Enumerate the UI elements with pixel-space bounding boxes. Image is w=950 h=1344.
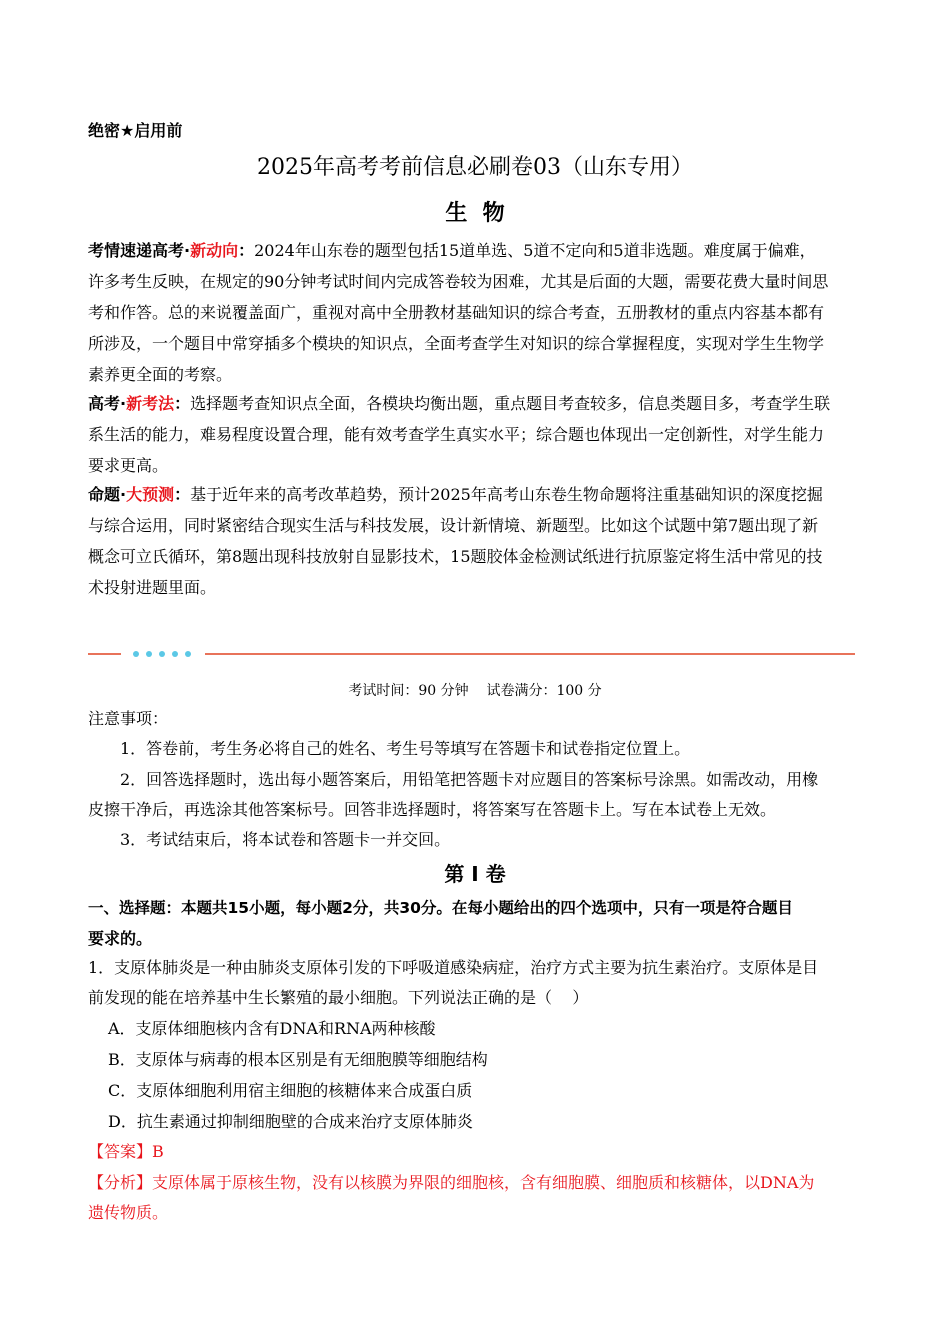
divider-line-left [88,653,121,655]
divider-dot [159,651,165,657]
section-heading-line2: 要求的。 [88,929,153,948]
divider-line-right [205,653,855,655]
intro-p2-line3: 要求更高。 [88,456,169,475]
intro-p2-line2: 系生活的能力，难易程度设置合理，能有效考查学生真实水平；综合题也体现出一定创新性，对学生能力 [88,425,825,444]
intro-p3-label: 命题· [88,485,127,504]
paper-title: 2025年高考考前信息必刷卷03（山东专用） [257,155,693,180]
intro-p1-label: 考情速递高考· [88,241,191,260]
intro-p1-line1: 考情速递高考·新动向：2024年山东卷的题型包括15道单选、5道不定向和5道非选题。难度属于偏难， [88,241,816,260]
exam-info: 考试时间：90 分钟 试卷满分：100 分 [348,683,602,699]
divider-dot [146,651,152,657]
intro-p3-label-highlight: 大预测 [126,485,175,504]
intro-p1-line4: 所涉及，一个题目中常穿插多个模块的知识点，全面考查学生对知识的综合掌握程度，实现对学生生物学 [88,334,825,353]
divider-dot [172,651,178,657]
question-1-analysis-line1: 【分析】支原体属于原核生物，没有以核膜为界限的细胞核，含有细胞膜、细胞质和核糖体，以DNA为 [88,1173,815,1192]
question-1-analysis-line2: 遗传物质。 [88,1203,169,1222]
question-1-stem-line2: 前发现的能在培养基中生长繁殖的最小细胞。下列说法正确的是（ ） [88,988,589,1007]
divider-dot [185,651,191,657]
section-title: 第 I 卷 [444,862,506,886]
notice-item-2-line1: 2．回答选择题时，选出每小题答案后，用铅笔把答题卡对应题目的答案标号涂黑。如需改动，用橡 [120,770,819,789]
intro-p2-label: 高考· [88,394,127,413]
notice-item-3: 3．考试结束后，将本试卷和答题卡一并交回。 [120,830,451,849]
question-1-option-c: C．支原体细胞利用宿主细胞的核糖体来合成蛋白质 [108,1081,473,1100]
intro-p1-line2: 许多考生反映，在规定的90分钟考试时间内完成答卷较为困难，尤其是后面的大题，需要花费大量时间思 [88,272,829,291]
notice-item-1: 1．答卷前，考生务必将自己的姓名、考生号等填写在答题卡和试卷指定位置上。 [120,739,691,758]
subject-title: 生 物 [445,201,505,226]
intro-p1-line3: 考和作答。总的来说覆盖面广，重视对高中全册教材基础知识的综合考查，五册教材的重点内容基本都有 [88,303,825,322]
divider-dot [133,651,139,657]
section-heading-line1: 一、选择题：本题共15小题，每小题2分，共30分。在每小题给出的四个选项中，只有一项是符合题目 [88,899,793,917]
notice-title: 注意事项： [88,709,169,728]
question-1-option-a: A．支原体细胞核内含有DNA和RNA两种核酸 [108,1019,436,1038]
intro-p1-label-highlight: 新动向 [190,241,239,260]
intro-p3-line3: 概念可立氏循环，第8题出现科技放射自显影技术，15题胶体金检测试纸进行抗原鉴定将生活中常见的技 [88,547,823,566]
intro-p2-label-highlight: 新考法 [126,394,175,413]
question-1-stem-line1: 1．支原体肺炎是一种由肺炎支原体引发的下呼吸道感染病症，治疗方式主要为抗生素治疗。支原体是目 [88,958,819,977]
intro-p3-line1: 命题·大预测：基于近年来的高考改革趋势，预计2025年高考山东卷生物命题将注重基础知识的深度挖掘 [88,485,823,504]
intro-p2-line1: 高考·新考法：选择题考查知识点全面，各模块均衡出题，重点题目考查较多，信息类题目多，考查学生联 [88,394,831,413]
notice-item-2-line2: 皮擦干净后，再选涂其他答案标号。回答非选择题时，将答案写在答题卡上。写在本试卷上无效。 [88,800,777,819]
question-1-answer: 【答案】B [88,1142,164,1161]
intro-p1-line5: 素养更全面的考察。 [88,365,233,384]
intro-p3-line4: 术投射进题里面。 [88,578,217,597]
confidential-label: 绝密★启用前 [88,121,183,140]
question-1-option-d: D．抗生素通过抑制细胞壁的合成来治疗支原体肺炎 [108,1112,473,1131]
question-1-option-b: B．支原体与病毒的根本区别是有无细胞膜等细胞结构 [108,1050,488,1069]
intro-p3-line2: 与综合运用，同时紧密结合现实生活与科技发展，设计新情境、新题型。比如这个试题中第7题出现了新 [88,516,819,535]
